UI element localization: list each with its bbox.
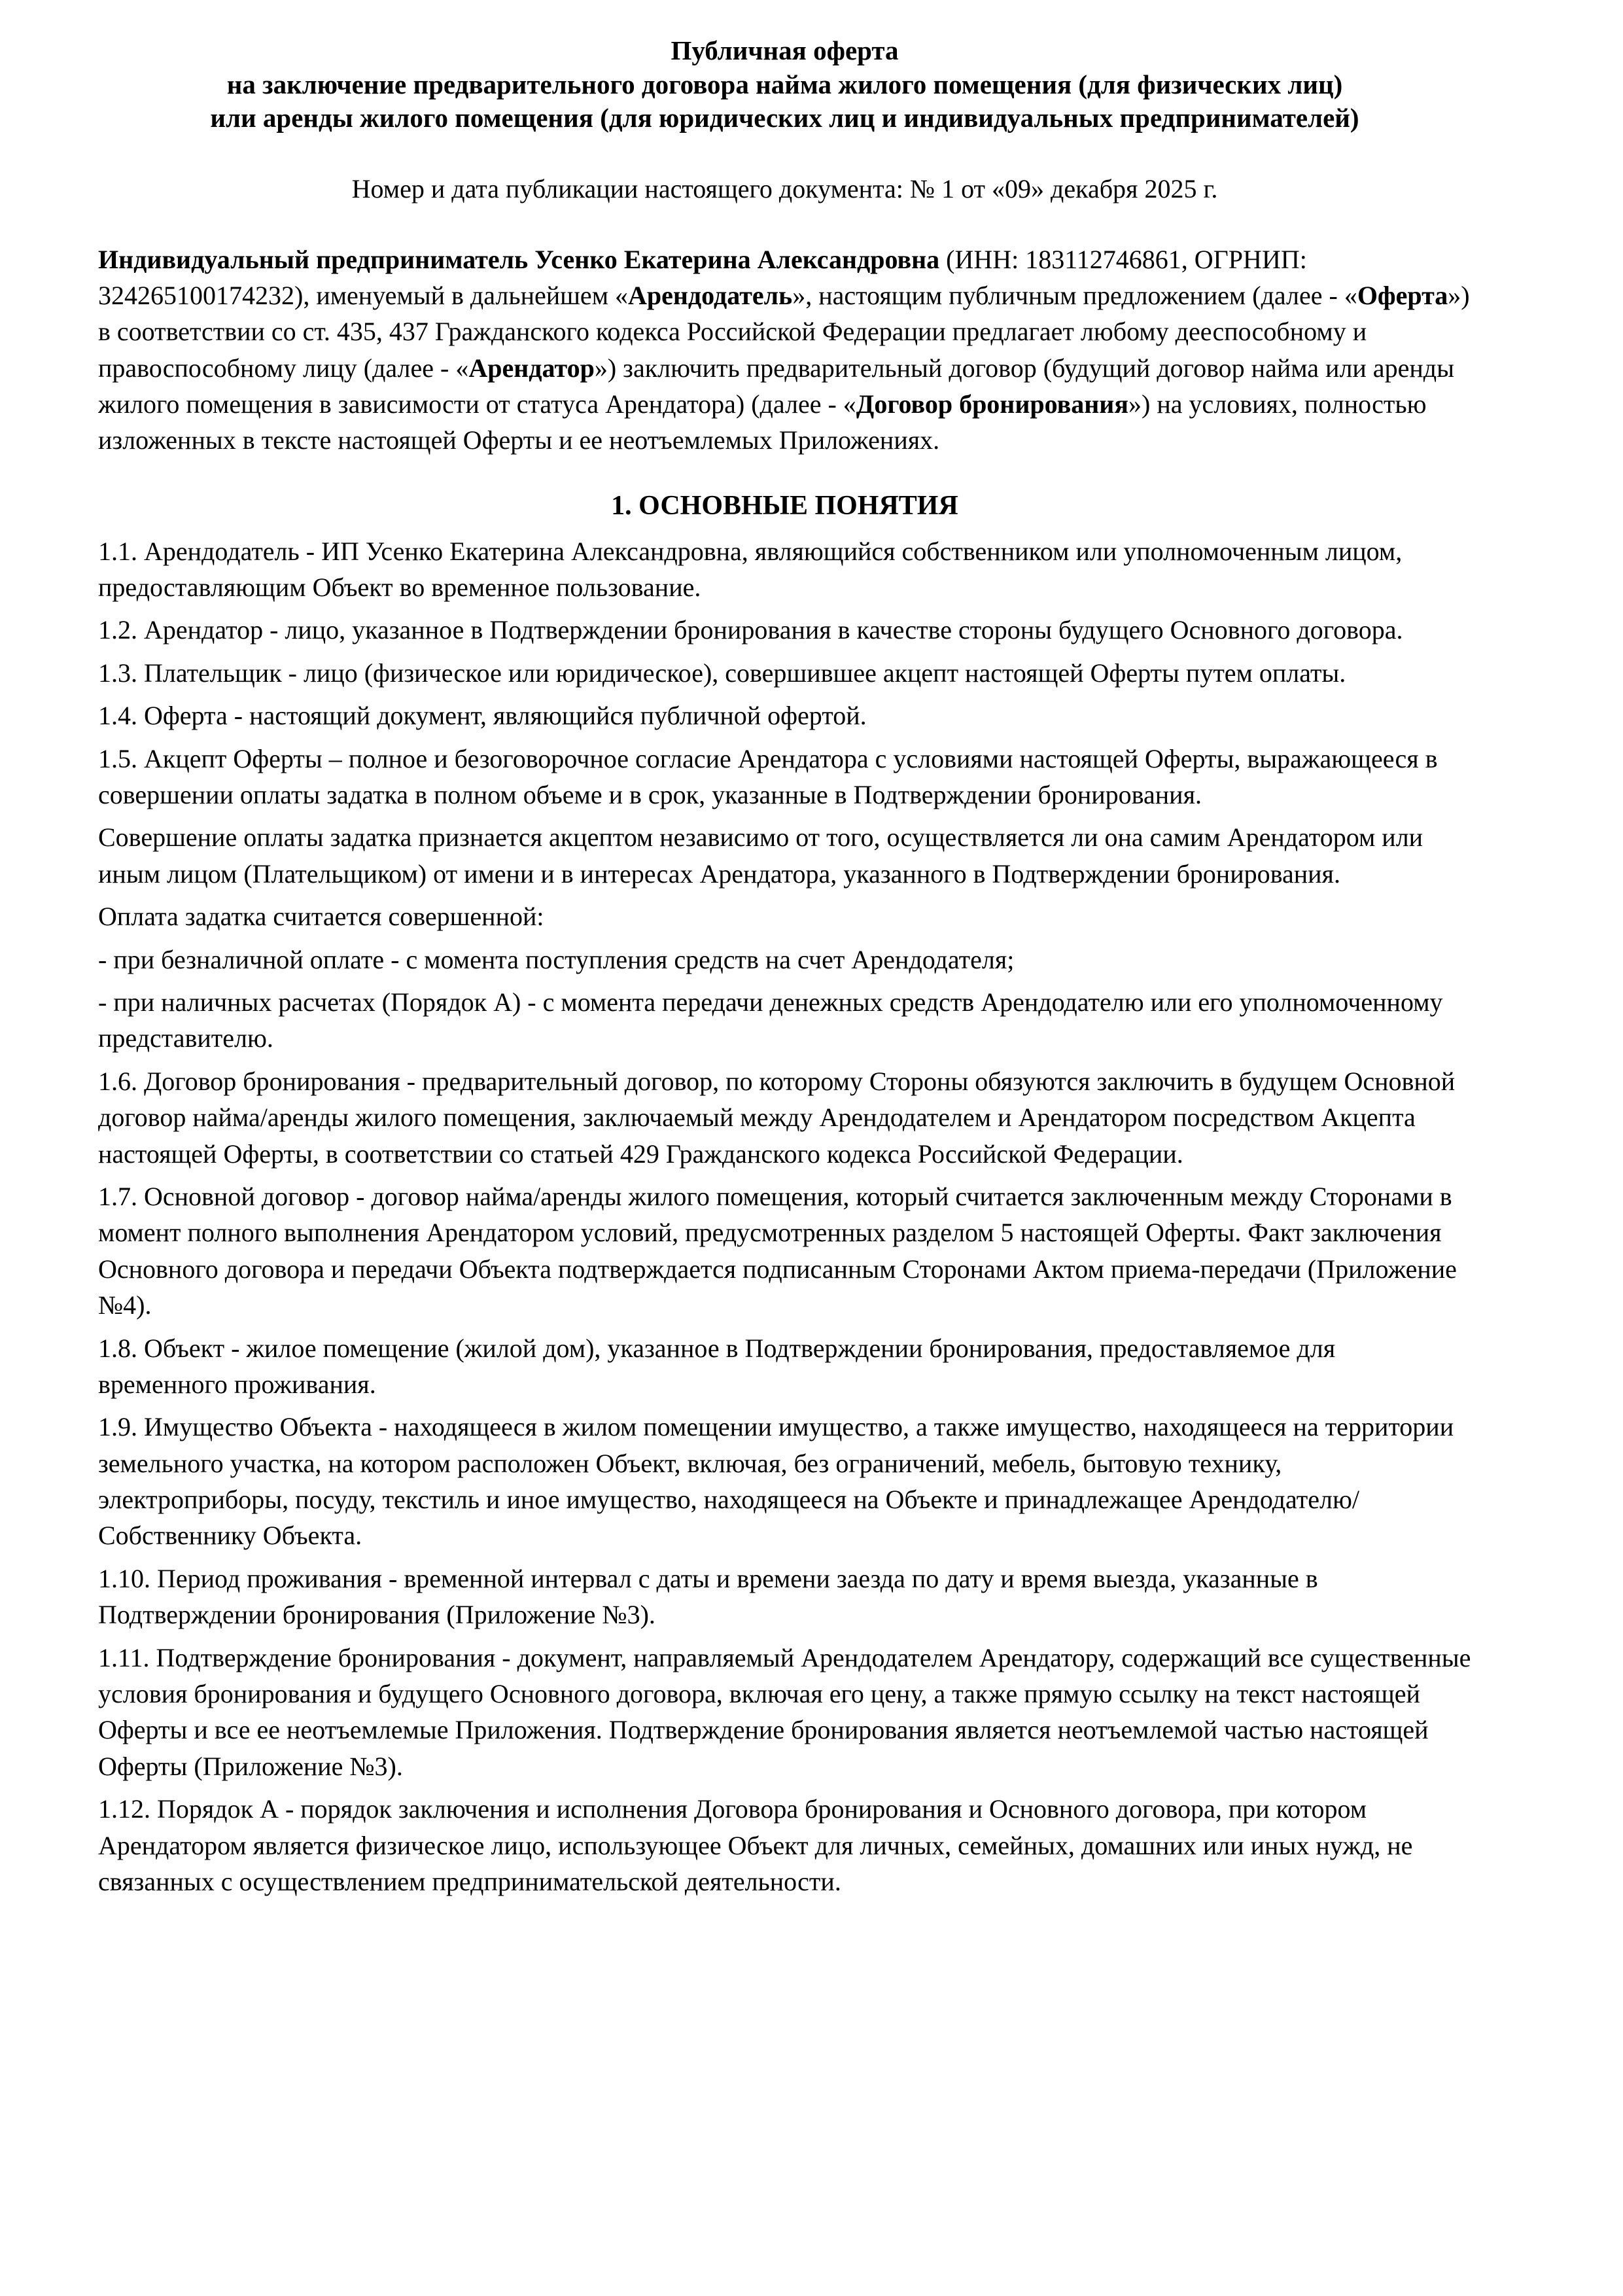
clause-1-12: 1.12. Порядок А - порядок заключения и исполнения Договора бронирования и Основного договора, при котором Арендатором является физическое лицо, использующее Объект для личных, семейных, домашних или иных нужд, не связанных с осуществлением предпринимательской деятельности. — [98, 1794, 1413, 1896]
intro-part-5: ») на условиях, полностью изложенных в тексте настоящей Оферты и ее неотъемлемых Приложениях. — [98, 389, 1427, 455]
clause-1-2: 1.2. Арендатор - лицо, указанное в Подтверждении бронирования в качестве стороны будущего Основного договора. — [98, 615, 1403, 645]
clause-payment-cash: - при наличных расчетах (Порядок А) - с момента передачи денежных средств Арендодателю или его уполномоченному представителю. — [98, 987, 1443, 1053]
term-tenant: Арендатор — [468, 353, 595, 383]
clause-1-6: 1.6. Договор бронирования - предварительный договор, по которому Стороны обязуются заключить в будущем Основной договор найма/аренды жилого помещения, заключаемый между Арендодателем и Арендатором посредством Акцепта настоящей Оферты, в соответствии со статьей 429 Гражданского кодекса Российской Федерации. — [98, 1066, 1456, 1169]
inn-label: ИНН: — [954, 244, 1019, 274]
clause-acceptance-note: Совершение оплаты задатка признается акцептом независимо от того, осуществляется ли она самим Арендатором или иным лицом (Плательщиком) от имени и в интересах Арендатора, указанного в Подтверждении бронирования. — [98, 822, 1423, 889]
clause-1-4: 1.4. Оферта - настоящий документ, являющийся публичной офертой. — [98, 701, 867, 731]
intro-part-3: ») в соответствии со ст. 435, 437 Гражданского кодекса Российской Федерации предлагает любому дееспособному и правоспособному лицу (далее - « — [98, 281, 1470, 383]
clause-payment-cashless: - при безналичной оплате - с момента поступления средств на счет Арендодателя; — [98, 944, 1015, 974]
clause-1-1: 1.1. Арендодатель - ИП Усенко Екатерина Александровна, являющийся собственником или уполномоченным лицом, предоставляющим Объект во временное пользование. — [98, 536, 1403, 603]
term-lessor: Арендодатель — [628, 281, 793, 311]
title-line-3: или аренды жилого помещения (для юридических лиц и индивидуальных предпринимателей) — [210, 103, 1359, 133]
section-heading-1: 1. ОСНОВНЫЕ ПОНЯТИЯ — [611, 491, 958, 521]
clause-payment-intro: Оплата задатка считается совершенной: — [98, 902, 544, 932]
publication-line: Номер и дата публикации настоящего документа: № 1 от «09» декабря 2025 г. — [351, 173, 1218, 203]
intro-part-after-ogrnip: ), именуемый в дальнейшем « — [294, 281, 628, 311]
term-booking-contract: Договор бронирования — [856, 389, 1128, 419]
term-offer: Оферта — [1357, 281, 1448, 311]
title-line-2: на заключение предварительного договора найма жилого помещения (для физических лиц) — [226, 69, 1343, 99]
intro-paragraph: Индивидуальный предприниматель Усенко Екатерина Александровна (ИНН: 183112746861, ОГРНИП: 324265100174232), именуемый в дальнейшем «Арендодатель», настоящим публичным предложением (далее - «Оферта») в соответствии со ст. 435, 437 Гражданского кодекса Российской Федерации предлагает любому дееспособному и правоспособному лицу (далее - «Арендатор») заключить предварительный договор (будущий договор найма или аренды жилого помещения в зависимости от статуса Арендатора) (далее - «Договор бронирования») на условиях, полностью изложенных в тексте настоящей Оферты и ее неотъемлемых Приложениях. — [98, 244, 1470, 455]
ogrnip-label: ОГРНИП: — [1194, 244, 1307, 274]
intro-part-2: », настоящим публичным предложением (далее - « — [792, 281, 1357, 311]
inn-value: 183112746861 — [1025, 244, 1181, 274]
title-line-1: Публичная оферта — [671, 35, 899, 65]
clause-1-10: 1.10. Период проживания - временной интервал с даты и времени заезда по дату и время выезда, указанные в Подтверждении бронирования (Приложение №3). — [98, 1563, 1318, 1630]
clause-1-7: 1.7. Основной договор - договор найма/аренды жилого помещения, который считается заключенным между Сторонами в момент полного выполнения Арендатором условий, предусмотренных разделом 5 настоящей Оферты. Факт заключения Основного договора и передачи Объекта подтверждается подписанным Сторонами Актом приема-передачи (Приложение №4). — [98, 1181, 1457, 1320]
lessor-name: Индивидуальный предприниматель Усенко Екатерина Александровна — [98, 244, 940, 274]
ogrnip-value: 324265100174232 — [98, 281, 294, 311]
clause-1-3: 1.3. Плательщик - лицо (физическое или юридическое), совершившее акцепт настоящей Оферты путем оплаты. — [98, 658, 1346, 688]
clause-1-5: 1.5. Акцепт Оферты – полное и безоговорочное согласие Арендатора с условиями настоящей Оферты, выражающееся в совершении оплаты задатка в полном объеме и в срок, указанные в Подтверждении бронирования. — [98, 743, 1438, 810]
clause-1-8: 1.8. Объект - жилое помещение (жилой дом), указанное в Подтверждении бронирования, предоставляемое для временного проживания. — [98, 1333, 1336, 1399]
intro-part-4: ») заключить предварительный договор (будущий договор найма или аренды жилого помещения в зависимости от статуса Арендатора) (далее - « — [98, 353, 1454, 419]
page-title — [98, 34, 1471, 135]
clause-1-11: 1.11. Подтверждение бронирования - документ, направляемый Арендодателем Арендатору, содержащий все существенные условия бронирования и будущего Основного договора, включая его цену, а также прямую ссылку на текст настоящей Оферты и все ее неотъемлемые Приложения. Подтверждение бронирования является неотъемлемой частью настоящей Оферты (Приложение №3). — [98, 1642, 1471, 1781]
clause-1-9: 1.9. Имущество Объекта - находящееся в жилом помещении имущество, а также имущество, находящееся на территории земельного участка, на котором расположен Объект, включая, без ограничений, мебель, бытовую технику, электроприборы, посуду, текстиль и иное имущество, находящееся на Объекте и принадлежащее Арендодателю/Собственнику Объекта. — [98, 1412, 1454, 1551]
intro-inn-open: ( — [939, 244, 955, 274]
